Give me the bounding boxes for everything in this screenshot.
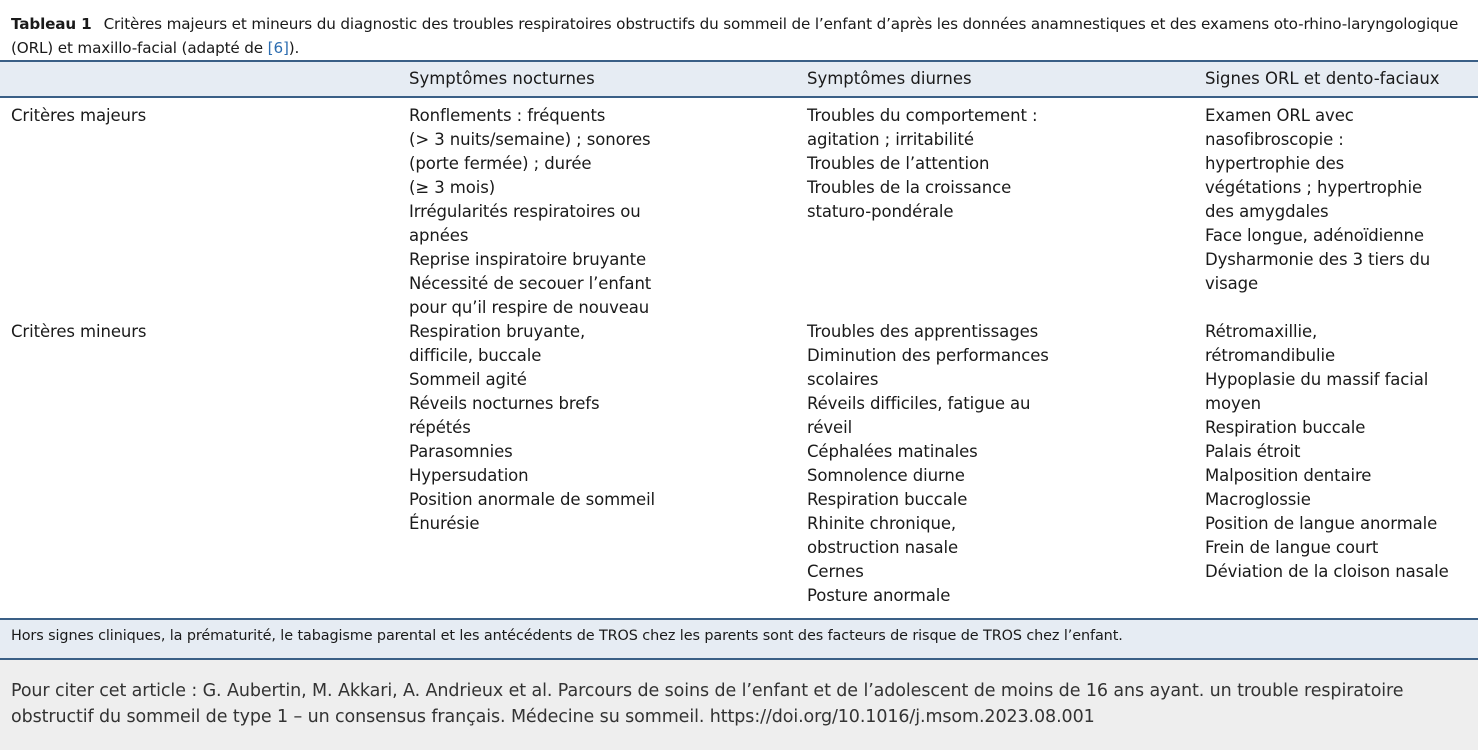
cell-line: Respiration bruyante, — [409, 322, 586, 341]
major-orl-cell — [1205, 104, 1430, 296]
cell-line: Déviation de la cloison nasale — [1205, 562, 1449, 581]
caption-text: Critères majeurs et mineurs du diagnostic des troubles respiratoires obstructifs du sommeil de l’enfant d’après les données anamnestiques et des examens oto-rhino-laryngologique (ORL) et maxillo-facial (adapté de — [11, 15, 1459, 57]
row-label: Critères majeurs — [11, 106, 147, 125]
cell-line: Parasomnies — [409, 442, 513, 461]
cell-line: difficile, buccale — [409, 346, 542, 365]
cell-line: Frein de langue court — [1205, 538, 1379, 557]
minor-orl-cell — [1205, 320, 1449, 584]
major-diurnal-cell — [807, 104, 1037, 224]
cell-line: Troubles des apprentissages — [807, 322, 1039, 341]
header-nocturnal: Symptômes nocturnes — [409, 69, 595, 88]
cell-line: Respiration buccale — [807, 490, 968, 509]
cell-line: Énurésie — [409, 514, 480, 533]
cell-line: Cernes — [807, 562, 864, 581]
cell-line: Position de langue anormale — [1205, 514, 1438, 533]
cell-line: Troubles de l’attention — [807, 154, 990, 173]
cell-line: Position anormale de sommeil — [409, 490, 656, 509]
cell-line: visage — [1205, 274, 1259, 293]
cell-line: moyen — [1205, 394, 1262, 413]
cell-line: staturo-pondérale — [807, 202, 954, 221]
major-nocturnal-cell — [409, 104, 651, 320]
header-orl: Signes ORL et dento-faciaux — [1205, 69, 1440, 88]
cell-line: apnées — [409, 226, 469, 245]
cell-line: Respiration buccale — [1205, 418, 1366, 437]
cell-line: Hypersudation — [409, 466, 529, 485]
cell-line: (≥ 3 mois) — [409, 178, 496, 197]
row-label-minor — [11, 320, 146, 344]
cell-line: Malposition dentaire — [1205, 466, 1372, 485]
reference-link[interactable]: [6] — [267, 39, 289, 57]
cell-line: Nécessité de secouer l’enfant — [409, 274, 652, 293]
cell-line: Somnolence diurne — [807, 466, 965, 485]
cell-line: Troubles du comportement : — [807, 106, 1038, 125]
cell-line: pour qu’il respire de nouveau — [409, 298, 650, 317]
cell-line: obstruction nasale — [807, 538, 959, 557]
cell-line: (porte fermée) ; durée — [409, 154, 592, 173]
cell-line: rétromandibulie — [1205, 346, 1336, 365]
cell-line: Reprise inspiratoire bruyante — [409, 250, 647, 269]
cell-line: (> 3 nuits/semaine) ; sonores — [409, 130, 651, 149]
minor-diurnal-cell — [807, 320, 1049, 608]
cell-line: Hypoplasie du massif facial — [1205, 370, 1429, 389]
cell-line: Céphalées matinales — [807, 442, 978, 461]
cell-line: des amygdales — [1205, 202, 1329, 221]
citation-text: Pour citer cet article : G. Aubertin, M. Akkari, A. Andrieux et al. Parcours de soins de l’enfant et de l’adolescent de moins de 16 ans ayant. un trouble respiratoire obstructif du sommeil de type 1 – un consensus français. Médecine su sommeil. https://doi.org/10.1016/j.msom.2023.08.001 — [11, 681, 1404, 727]
table-footnote: Hors signes cliniques, la prématurité, le tabagisme parental et les antécédents de TROS chez les parents sont des facteurs de risque de TROS chez l’enfant. — [11, 628, 1123, 644]
minor-nocturnal-cell — [409, 320, 655, 536]
cell-line: Troubles de la croissance — [807, 178, 1012, 197]
table-caption — [11, 12, 1471, 60]
caption-text-end: ). — [288, 39, 300, 57]
cell-line: répétés — [409, 418, 471, 437]
cell-line: Palais étroit — [1205, 442, 1301, 461]
row-label-major — [11, 104, 146, 128]
row-label: Critères mineurs — [11, 322, 147, 341]
table-label: Tableau 1 — [11, 15, 92, 33]
cell-line: Dysharmonie des 3 tiers du — [1205, 250, 1431, 269]
cell-line: Rétromaxillie, — [1205, 322, 1318, 341]
cell-line: nasofibroscopie : — [1205, 130, 1344, 149]
cell-line: scolaires — [807, 370, 879, 389]
cell-line: Posture anormale — [807, 586, 951, 605]
cell-line: Irrégularités respiratoires ou — [409, 202, 641, 221]
cell-line: réveil — [807, 418, 853, 437]
cell-line: hypertrophie des — [1205, 154, 1345, 173]
cell-line: Ronflements : fréquents — [409, 106, 606, 125]
cell-line: Macroglossie — [1205, 490, 1311, 509]
cell-line: Réveils difficiles, fatigue au — [807, 394, 1031, 413]
header-diurnal: Symptômes diurnes — [807, 69, 972, 88]
cell-line: Réveils nocturnes brefs — [409, 394, 600, 413]
cell-line: Examen ORL avec — [1205, 106, 1354, 125]
cell-line: Diminution des performances — [807, 346, 1049, 365]
cell-line: végétations ; hypertrophie — [1205, 178, 1423, 197]
cell-line: Rhinite chronique, — [807, 514, 957, 533]
cell-line: agitation ; irritabilité — [807, 130, 974, 149]
cell-line: Sommeil agité — [409, 370, 527, 389]
cell-line: Face longue, adénoïdienne — [1205, 226, 1424, 245]
